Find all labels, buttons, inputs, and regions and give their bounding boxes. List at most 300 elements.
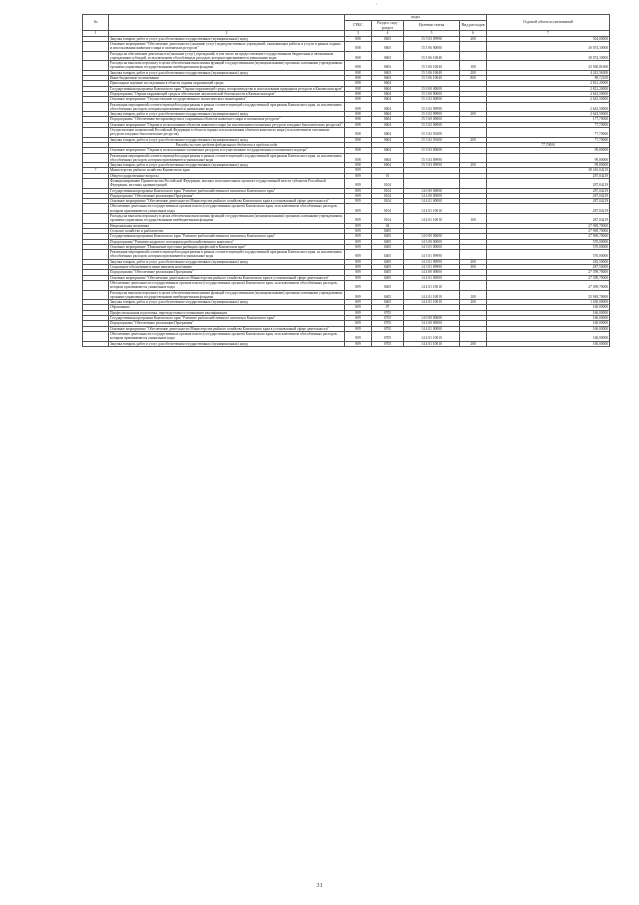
grbs-code: 809 [345,316,372,321]
grbs-code: 809 [345,228,372,233]
target-article: 14 4 01 10010 [404,204,460,214]
section-code: 0104 [372,193,404,198]
section-code: 0705 [372,321,404,326]
expense-type: 200 [460,300,487,305]
annual-volume: 287,04219 [487,193,610,198]
annual-volume: 27 969,70000 [487,234,610,239]
grbs-code: 808 [345,112,372,117]
item-name: Закупка товаров, работ и услуг для обеспечения государственных (муниципальных) нужд [109,36,345,41]
section-code: 0405 [372,259,404,264]
annual-volume: 77,70000 [487,142,610,147]
grbs-code: 809 [345,310,372,315]
annual-volume: 99,00000 [487,148,610,153]
row-number [83,290,109,300]
expense-type [460,331,487,341]
section-code: 0705 [372,310,404,315]
row-number [83,331,109,341]
target-article: 15 5 06 00000 [404,41,460,51]
target-article: 15 5 06 10040 [404,76,460,81]
item-name: Государственная программа Камчатского края "Развитие рыбохозяйственного комплекса Камчатского края" [109,234,345,239]
section-code: 0104 [372,179,404,189]
grbs-code: 809 [345,173,372,178]
header-name [109,15,345,31]
grbs-code: 809 [345,326,372,331]
annual-volume: 30 074,10000 [487,41,610,51]
item-name: Основное мероприятие "Обеспечение деятельности Министерства рыбного хозяйства Камчатского края в установленной сфере деятельности" [109,275,345,280]
annual-volume: 1 450,00000 [487,300,610,305]
grbs-code: 809 [345,188,372,193]
target-article: 15 5 02 59200 [404,128,460,138]
item-name: Обеспечение деятельности государственных органов власти (государственных органов) Камчатского края, за исключением обособленных расходов, которым присваиваются уникальные коды [109,204,345,214]
item-name: Основное мероприятие "Охрана и использование объектов животного мира (за исключением охотничьих ресурсов и водных биологических ресурсов)" [109,122,345,127]
section-code: 0603 [372,76,404,81]
section-code: 0604 [372,102,404,112]
annual-volume: 160,00000 [487,305,610,310]
item-name: Основное мероприятие "Повышение престижа рыбацких профессий в Камчатском крае" [109,244,345,249]
item-name: Расходы на выплаты персоналу в целях обеспечения выполнения функций государственными (муниципальными) органами, казенными учреждениями, органами управления государственными внебюджетными фондами [110,214,343,223]
annual-volume: 287,04219 [487,199,610,204]
annual-volume: 77,70000 [487,137,610,142]
target-article: 14 3 01 00000 [404,244,460,249]
grbs-code: 809 [345,321,372,326]
annual-volume: 99,00000 [487,153,610,163]
section-code: 0705 [372,331,404,341]
row-number [83,204,109,214]
grbs-code: 808 [345,137,372,142]
annual-volume: 282,50000 [487,259,610,264]
header-volume: Годовой объем ассигнований [487,15,610,31]
item-name: Сельское хозяйство и рыболовство [109,228,345,233]
section-code: 0405 [372,265,404,270]
column-number: 2 [109,31,345,36]
annual-volume: 2 643,50000 [487,102,610,112]
column-number: 5 [404,31,460,36]
budget-table [82,14,610,347]
annual-volume: 77,70000 [487,128,610,138]
item-name: Основное мероприятие "Обеспечение деятельности Министерства рыбного хозяйства Камчатского края в установленной сфере деятельности" [109,199,345,204]
grbs-code: 808 [345,86,372,91]
annual-volume: 160,00000 [487,321,610,326]
header-target: Целевая статья [404,20,460,31]
expense-type [460,204,487,214]
grbs-code: 809 [345,234,372,239]
target-article: 15 5 03 09990 [404,153,460,163]
section-code: 0604 [372,117,404,122]
table-row [83,51,610,61]
target-article: 14 4 00 00000 [404,193,460,198]
target-article: 14 0 00 00000 [404,234,460,239]
table-row [83,204,610,214]
grbs-code: 808 [345,61,372,71]
annual-volume: 27 399,70000 [487,270,610,275]
section-code: 0603 [372,61,404,71]
expense-type [460,102,487,112]
expense-type: 100 [460,290,487,300]
item-name: Государственная программа Камчатского края "Развитие рыбохозяйственного комплекса Камчатского края" [109,316,345,321]
target-article: 14 4 01 10010 [404,300,460,305]
item-name: Закупка товаров, работ и услуг для обеспечения государственных (муниципальных) нужд [109,259,345,264]
item-name: Подпрограмма "Обеспечение реализации Программы" [109,193,345,198]
item-name: Обеспечение деятельности государственных органов власти (государственных органов) Камчатского края, за исключением обособленных расходов, которым присваиваются уникальные коды [109,280,345,290]
item-name: Подпрограмма "Обеспечение реализации Программы" [109,270,345,275]
section-code: 0405 [372,300,404,305]
target-article: 14 3 01 09990 [404,265,460,270]
target-article: 15 5 06 10040 [404,70,460,75]
expense-type: 200 [460,70,487,75]
row-number [83,61,109,71]
expense-type: 200 [460,163,487,168]
annual-volume: 77,70000 [487,122,610,127]
item-name: Закупка товаров, работ и услуг для обеспечения государственных (муниципальных) нужд [109,70,345,75]
grbs-code: 809 [345,214,372,224]
annual-volume: 287,04219 [487,214,610,224]
grbs-code: 809 [345,179,372,189]
section-code: 0104 [372,204,404,214]
grbs-code: 809 [345,204,372,214]
annual-volume: 287,04219 [487,204,610,214]
column-number: 4 [372,31,404,36]
table-row [83,250,610,260]
grbs-code: 808 [345,102,372,112]
target-article: 15 5 02 59200 [404,137,460,142]
item-name: Прикладные научные исследования в области охраны окружающей среды [109,81,345,86]
grbs-code: 808 [345,117,372,122]
table-row [83,179,610,189]
section-code: 0405 [372,239,404,244]
item-name: Закупка товаров, работ и услуг для обеспечения государственных (муниципальных) нужд [109,163,345,168]
expense-type [460,153,487,163]
grbs-code: 808 [345,128,372,138]
table-row [83,214,610,224]
item-name: Общегосударственные вопросы [109,173,345,178]
target-article: 14 3 01 09990 [404,250,460,260]
grbs-code: 808 [345,153,372,163]
grbs-code: 809 [345,280,372,290]
section-code: 0104 [372,188,404,193]
expense-type: 800 [460,76,487,81]
annual-volume: 25 560,81600 [487,61,610,71]
grbs-code: 808 [345,163,372,168]
grbs-code: 809 [345,199,372,204]
target-article: 14 4 00 00000 [404,321,460,326]
item-name: Основное мероприятие "Охрана и использование охотничьих ресурсов и осуществление государственного охотничьего надзора" [109,148,345,153]
target-article: 15 3 02 00000 [404,97,460,102]
grbs-code: 809 [345,265,372,270]
annual-volume: 160,00000 [487,341,610,346]
row-number [83,128,109,138]
expense-type: 100 [460,214,487,224]
scan-mark: ' [376,4,377,9]
annual-volume: 570,00000 [487,250,610,260]
item-name: Расходы на выплаты персоналу в целях обеспечения выполнения функций государственными (муниципальными) органами, казенными учреждениями, органами управления государственными внебюджетными фондами [110,61,343,70]
row-number [83,102,109,112]
target-article: 14 4 01 10010 [404,331,460,341]
table-row [83,280,610,290]
section-code: 0405 [372,290,404,300]
item-name: Осуществление полномочий Российской Федерации в области охраны и использования объектов животного мира (за исключением охотничьих ресурсов и водных биологических ресурсов) [109,128,345,138]
annual-volume: 27 969,70000 [487,223,610,228]
expense-type [460,41,487,51]
table-body [83,36,610,346]
section-code: 0405 [372,234,404,239]
target-article: 15 5 03 09990 [404,36,460,41]
section-code: 0604 [372,112,404,117]
item-name: Реализация мероприятий соответствующей подпрограммы в рамках соответствующей государственной программы Камчатского края, за исключением обособленных расходов, которым присваиваются уникальные коды [109,102,345,112]
item-name: Реализация мероприятий соответствующей подпрограммы в рамках соответствующей государственной программы Камчатского края, за исключением обособленных расходов, которым присваиваются уникальные коды [109,250,345,260]
row-number [83,280,109,290]
section-code: 0104 [372,199,404,204]
item-name: Обеспечение деятельности государственных органов власти (государственных органов) Камчатского края, за исключением обособленных расходов, которым присваиваются уникальные коды [109,331,345,341]
section-code: 0603 [372,51,404,61]
section-code: 0604 [372,86,404,91]
item-name: Функционирование Правительства Российской Федерации, высших исполнительных органов государственной власти субъектов Российской Федерации, местных администраций [109,179,345,189]
grbs-code: 808 [345,148,372,153]
target-article: 15 3 02 09990 [404,112,460,117]
item-name: Национальная экономика [109,223,345,228]
grbs-code: 808 [345,36,372,41]
target-article: 14 4 01 00000 [404,275,460,280]
annual-volume: 2 643,50000 [487,91,610,96]
table-row [83,61,610,71]
expense-type [460,179,487,189]
header-section: Раздел, под-раздел [372,20,404,31]
annual-volume: 287,04219 [487,188,610,193]
grbs-code: 808 [345,70,372,75]
row-number [83,179,109,189]
grbs-code: 809 [345,331,372,341]
grbs-code: 809 [345,341,372,346]
annual-volume: 27 399,70000 [487,275,610,280]
expense-type [460,128,487,138]
grbs-code: 808 [345,41,372,51]
target-article: 15 5 00 00000 [404,117,460,122]
expense-type: 200 [460,341,487,346]
annual-volume: 99,00000 [487,163,610,168]
expense-type: 200 [460,36,487,41]
expense-type [460,51,487,61]
section-code: 0604 [372,91,404,96]
item-name: Подпрограмма "Развитие кадрового потенциала рыбохозяйственного комплекса" [109,239,345,244]
grbs-code: 808 [345,122,372,127]
section-code: 0405 [372,250,404,260]
section-code: 0604 [372,122,404,127]
section-code: 04 [372,223,404,228]
expense-type [460,250,487,260]
table-row [83,153,610,163]
section-code: 0603 [372,70,404,75]
annual-volume: 2 643,50000 [487,112,610,117]
expense-type: 100 [460,61,487,71]
section-code: 0405 [372,228,404,233]
annual-volume: 28 416,04219 [487,168,610,173]
grbs-code: 809 [345,239,372,244]
grbs-code: 808 [345,51,372,61]
grbs-code: 809 [345,275,372,280]
annual-volume: 160,00000 [487,310,610,315]
target-article: 15 5 06 10040 [404,51,460,61]
grbs-code: 809 [345,193,372,198]
item-name: Закупка товаров, работ и услуг для обеспечения государственных (муниципальных) нужд [109,112,345,117]
table-row [83,41,610,51]
item-name: Государственная программа Камчатского края "Охрана окружающей среды, воспроизводство и использование природных ресурсов в Камчатском крае" [110,86,343,91]
grbs-code: 809 [345,259,372,264]
annual-volume: 287,50000 [487,265,610,270]
annual-volume: 4 423,56300 [487,70,610,75]
section-code: 0603 [372,36,404,41]
row-number [83,250,109,260]
section-code: 0604 [372,128,404,138]
grbs-code: 809 [345,290,372,300]
annual-volume: 287,04219 [487,173,610,178]
section-code: 0604 [372,153,404,163]
page-number: 31 [316,882,323,889]
section-code: 0705 [372,341,404,346]
item-name: Подпрограмма "Обеспечение воспроизводства и сохранения объектов животного мира и охотничьих ресурсов" [109,117,345,122]
header-codes-group: коды [345,15,487,21]
section-code: 07 [372,305,404,310]
grbs-code: 808 [345,81,372,86]
section-code: 0604 [372,137,404,142]
target-article: 14 4 01 00000 [404,326,460,331]
item-name: Основное мероприятие "Осуществление государственного экологического мониторинга" [109,97,345,102]
table-row [83,331,610,341]
item-name: Расходы за счет средств федерального бюджета в пределах кода [109,142,345,147]
row-number [83,214,109,224]
annual-volume: 177,70000 [487,117,610,122]
annual-volume: 27 399,70000 [487,280,610,290]
section-code: 0705 [372,326,404,331]
section-code: 0604 [372,148,404,153]
annual-volume: 2 821,20000 [487,81,610,86]
section-code: 0603 [372,41,404,51]
target-article: 14 3 01 09990 [404,259,460,264]
target-article: 14 0 00 00000 [404,316,460,321]
annual-volume: 504,00000 [487,36,610,41]
expense-type [460,280,487,290]
section-code: 0604 [372,97,404,102]
section-code: 0104 [372,214,404,224]
item-name: Государственная программа Камчатского края "Развитие рыбохозяйственного комплекса Камчатского края" [109,188,345,193]
annual-volume: 570,00000 [487,244,610,249]
annual-volume: 25 949,70000 [487,290,610,300]
target-article: 14 4 01 10010 [404,280,460,290]
target-article: 15 5 06 10040 [404,61,460,71]
table-row [83,290,610,300]
table-row [83,102,610,112]
item-name: Основное мероприятие "Обеспечение деятельности (оказание услуг) подведомственных учреждений, оказывающих работы и услуги в рамках охраны и использования животного мира и охотничьих ресурсов" [109,41,345,51]
item-name: Закупка товаров, работ и услуг для обеспечения государственных (муниципальных) нужд [109,341,345,346]
item-name: Подпрограмма "Обеспечение реализации Программы" [109,321,345,326]
column-number: 7 [487,31,610,36]
annual-volume: 287,04219 [487,179,610,189]
item-name: Реализация мероприятий соответствующей подпрограммы в рамках соответствующей государственной программы Камчатского края, за исключением обособленных расходов, которым присваиваются уникальные коды [109,153,345,163]
item-name: Закупка товаров, работ и услуг для обеспечения государственных (муниципальных) нужд [109,137,345,142]
row-number [83,41,109,51]
annual-volume: 27 969,70000 [487,228,610,233]
column-number: 1 [83,31,109,36]
grbs-code: 808 [345,97,372,102]
section-code: 0405 [372,270,404,275]
item-name: Основное мероприятие "Обеспечение деятельности Министерства рыбного хозяйства Камчатского края в установленной сфере деятельности" [109,326,345,331]
annual-volume: 2 643,50000 [487,97,610,102]
item-name: Подпрограмма "Охрана окружающей среды и обеспечение экологической безопасности в Камчатском крае" [109,91,345,96]
grbs-code: 808 [345,76,372,81]
section-code: 0604 [372,81,404,86]
target-article: 14 0 00 00000 [404,188,460,193]
grbs-code: 809 [345,168,372,173]
table-row [83,341,610,346]
annual-volume: 30 074,10000 [487,51,610,61]
target-article: 15 5 03 00000 [404,148,460,153]
item-name: Расходы на обеспечение деятельности (оказание услуг) учреждений, в том числе на предоставление государственным бюджетным и автономным учреждениям субсидий, за исключением обособленных расходов, которым присваиваются уникальные коды [109,51,345,61]
header-vid: Вид расходов [460,20,487,31]
header-grbs: ГРБС [345,20,372,31]
table-header [83,15,610,37]
section-code: 0405 [372,280,404,290]
grbs-code: 809 [345,223,372,228]
target-article: 14 3 00 00000 [404,239,460,244]
item-name: Социальное обеспечение и иные выплаты населению [109,265,345,270]
item-name: Закупка товаров, работ и услуг для обеспечения государственных (муниципальных) нужд [109,300,345,305]
grbs-code: 809 [345,305,372,310]
row-number [83,341,109,346]
row-number: 7 [83,168,109,173]
annual-volume: 2 821,20000 [487,86,610,91]
item-name: Расходы на выплаты персоналу в целях обеспечения выполнения функций государственными (муниципальными) органами, казенными учреждениями, органами управления государственными внебюджетными фондами [110,290,343,299]
target-article: 14 4 01 10010 [404,214,460,224]
target-article: 15 5 02 00000 [404,122,460,127]
table-row [83,128,610,138]
target-article [404,179,460,189]
row-number [83,51,109,61]
grbs-code: 808 [345,91,372,96]
grbs-code: 809 [345,250,372,260]
annual-volume: 89,72100 [487,76,610,81]
target-article: 15 3 02 09990 [404,102,460,112]
expense-type: 200 [460,137,487,142]
annual-volume: 160,00000 [487,316,610,321]
section-code: 0604 [372,163,404,168]
item-name: Образование [109,305,345,310]
item-name: Министерство рыбного хозяйства Камчатского края [109,168,345,173]
annual-volume: 570,00000 [487,239,610,244]
target-article: 14 4 01 10010 [404,290,460,300]
expense-type: 200 [460,259,487,264]
column-number: 6 [460,31,487,36]
item-name: Профессиональная подготовка, переподготовка и повышение квалификации [109,310,345,315]
expense-type: 300 [460,265,487,270]
row-number [83,153,109,163]
expense-type: 200 [460,112,487,117]
section-code: 0405 [372,244,404,249]
annual-volume: 160,00000 [487,326,610,331]
target-article: 14 4 01 00000 [404,199,460,204]
section-code: 01 [372,173,404,178]
target-article: 15 3 00 00000 [404,91,460,96]
item-name: Иные бюджетные ассигнования [109,76,345,81]
header-num: № [83,15,109,31]
column-number: 3 [345,31,372,36]
target-article: 15 5 03 09990 [404,163,460,168]
target-article: 14 4 00 00000 [404,270,460,275]
grbs-code: 809 [345,244,372,249]
section-code: 0405 [372,275,404,280]
target-article: 14 4 01 10010 [404,341,460,346]
annual-volume: 160,00000 [487,331,610,341]
section-code: 0705 [372,316,404,321]
grbs-code: 809 [345,270,372,275]
target-article: 15 0 00 00000 [404,86,460,91]
